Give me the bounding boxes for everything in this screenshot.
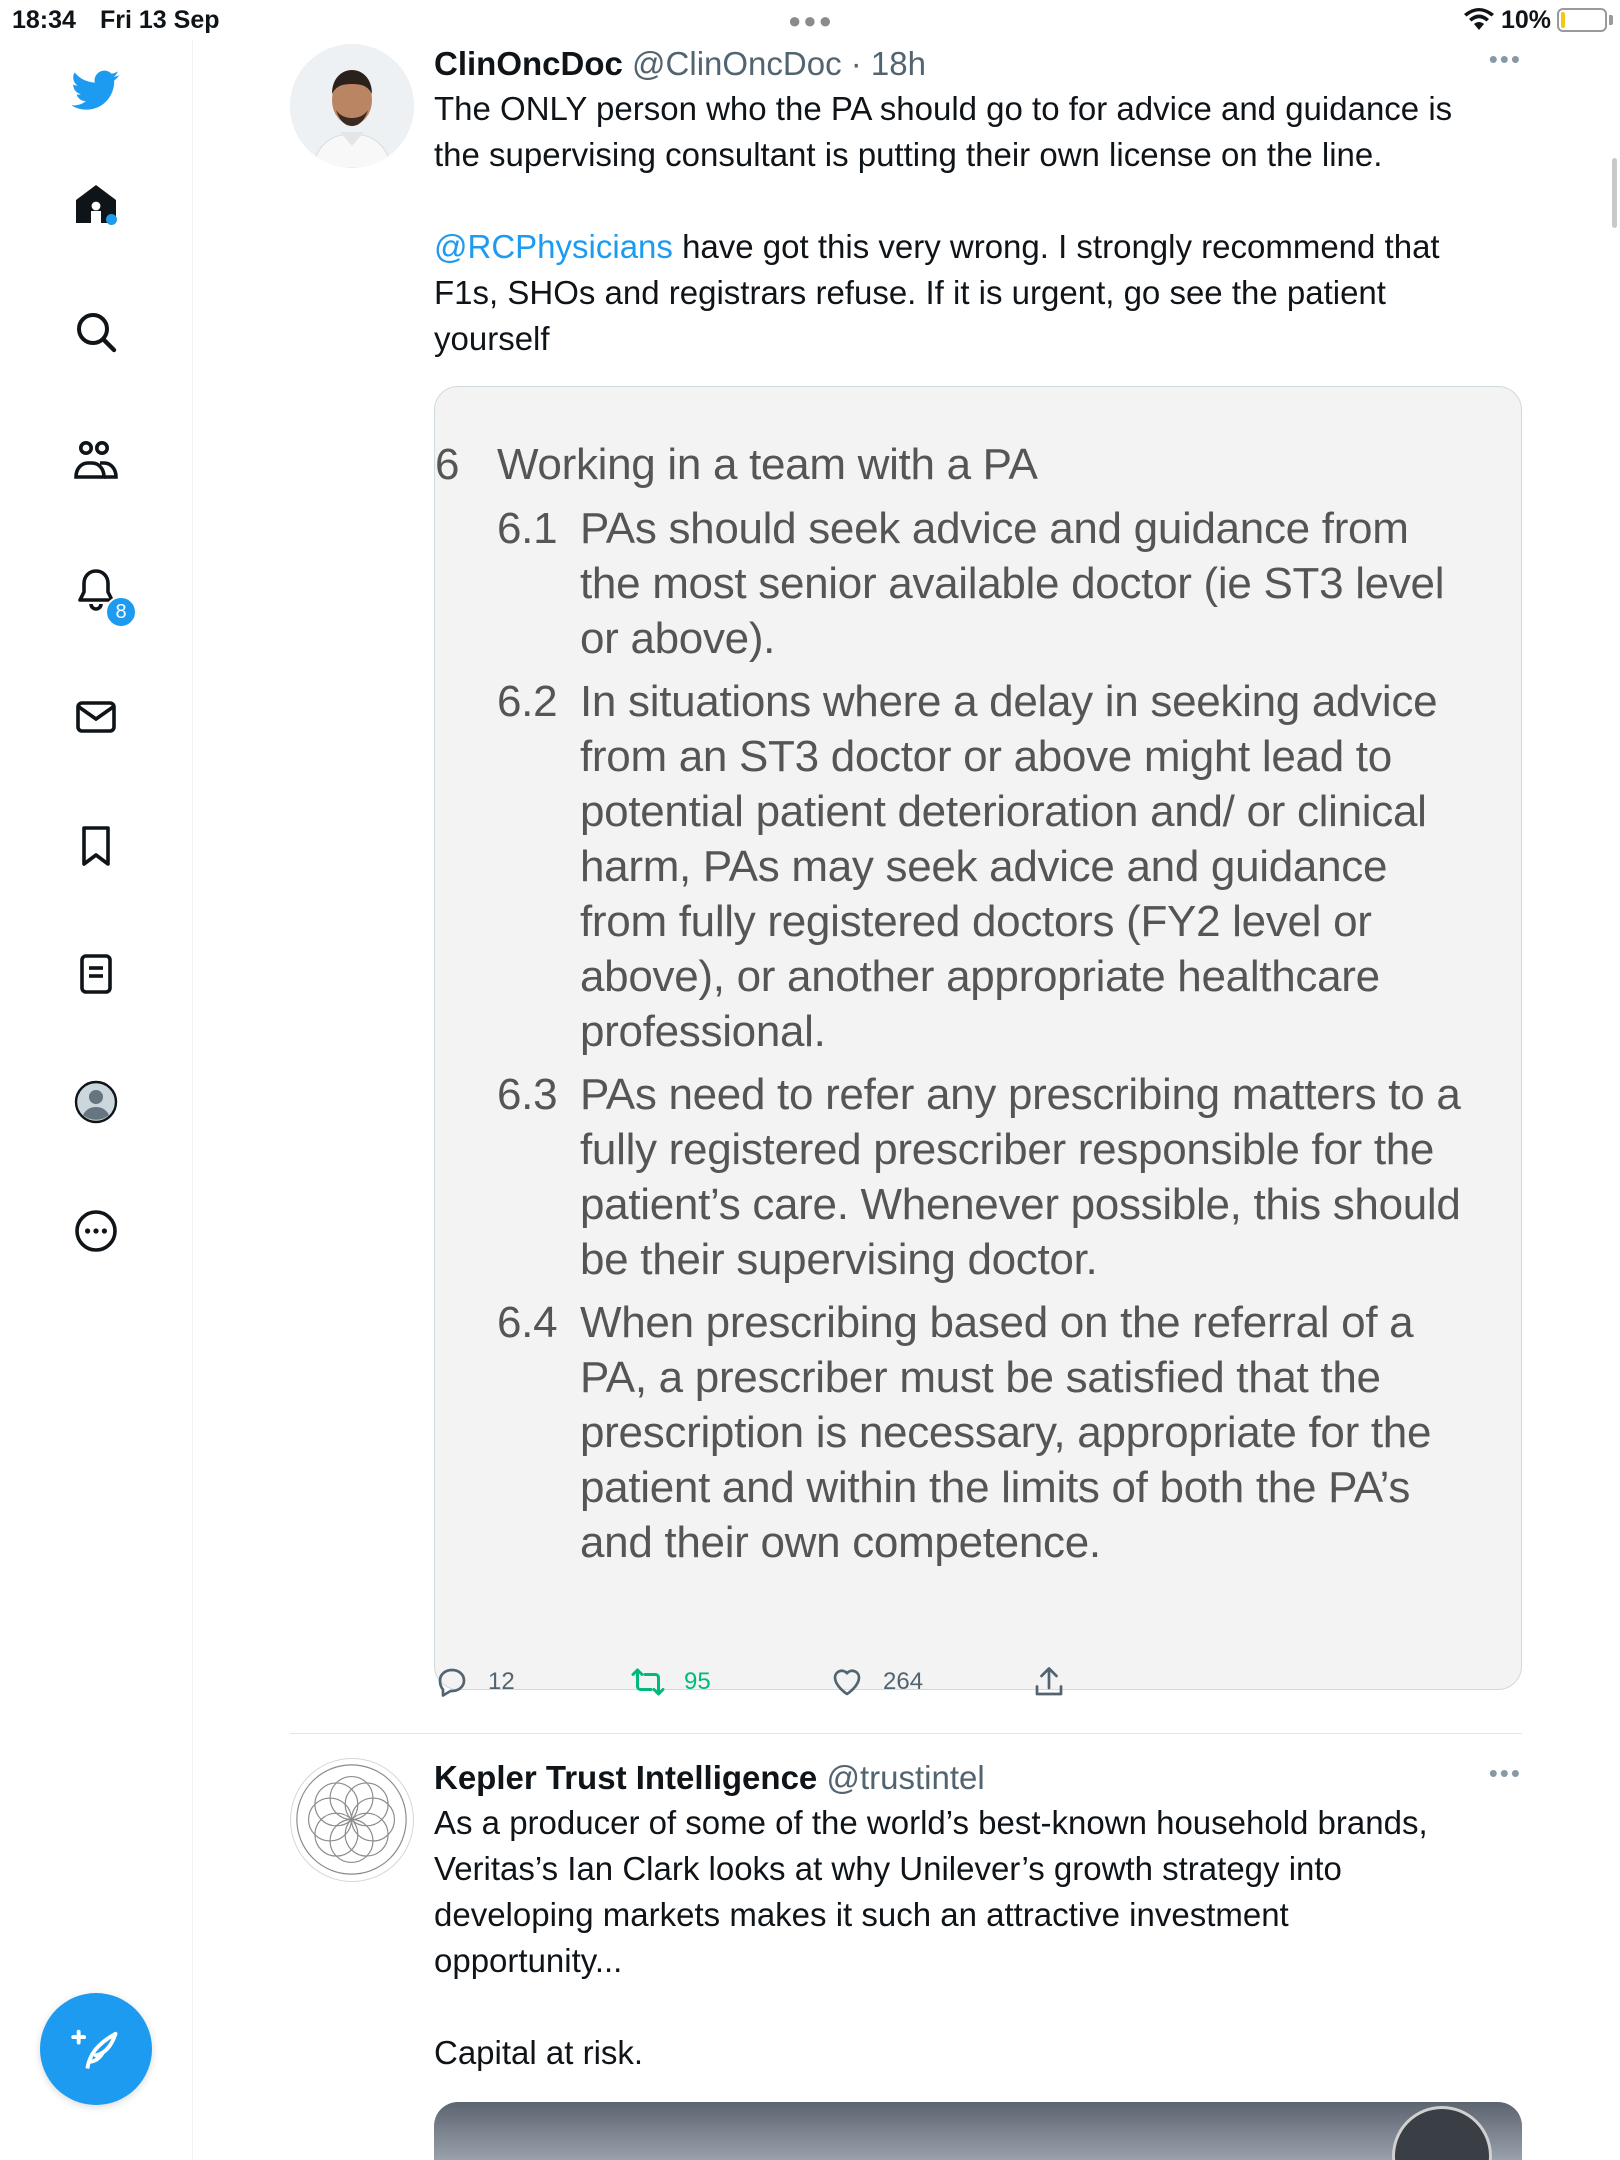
battery-percent: 10%: [1501, 6, 1552, 34]
scrollbar[interactable]: [1612, 158, 1617, 228]
twitter-logo-icon[interactable]: [68, 62, 124, 118]
avatar[interactable]: [290, 44, 414, 168]
notification-badge: 8: [105, 596, 137, 628]
tweet-divider: [290, 1733, 1522, 1734]
tweet-more-icon[interactable]: •••: [1488, 44, 1522, 74]
tweet-actions: [434, 1664, 1134, 1714]
item-number: 6.1: [497, 504, 558, 553]
tweet-text-paragraph-1: As a producer of some of the world’s best-known household brands, Veritas’s Ian Clark looks at why Unilever’s growth strategy into developing markets makes it such an attractive investment opportunity...: [434, 1804, 1428, 1979]
document-item: [435, 1295, 1521, 1570]
heading-number: 6: [435, 440, 460, 489]
status-date: Fri 13 Sep: [100, 6, 220, 34]
communities-icon[interactable]: [68, 433, 124, 489]
status-bar: [0, 0, 1620, 40]
tweet-text-paragraph-2: Capital at risk.: [434, 2034, 644, 2071]
item-number: 6.2: [497, 677, 558, 726]
reply-button[interactable]: [434, 1664, 515, 1700]
item-text: When prescribing based on the referral of a PA, a prescriber must be satisfied that the prescription is necessary, appropriate for the patient and within the limits of both the PA’s and their own competence.: [580, 1298, 1432, 1567]
battery-cap: [1609, 15, 1613, 25]
home-icon[interactable]: [68, 176, 124, 232]
heart-icon: [829, 1664, 865, 1700]
document-heading: [435, 437, 1521, 501]
tweet-more-icon[interactable]: •••: [1488, 1758, 1522, 1788]
author-handle[interactable]: @trustintel: [826, 1759, 985, 1796]
retweet-button[interactable]: [630, 1664, 711, 1700]
search-icon[interactable]: [68, 304, 124, 360]
heading-text: Working in a team with a PA: [497, 440, 1038, 489]
item-number: 6.4: [497, 1298, 558, 1347]
retweet-count: 95: [684, 1668, 711, 1695]
tweet-text-paragraph-2: have got this very wrong. I strongly recommend that F1s, SHOs and registrars refuse. If it is urgent, go see the patient yourself: [434, 228, 1440, 357]
bookmarks-icon[interactable]: [68, 818, 124, 874]
sidebar-nav: [0, 40, 193, 2160]
tweet-clinoncdoc[interactable]: [290, 44, 1522, 1724]
avatar[interactable]: [290, 1758, 414, 1882]
more-options-icon[interactable]: [68, 1203, 124, 1259]
document-item: [435, 674, 1521, 1059]
battery-icon: [1557, 8, 1607, 32]
mention-link[interactable]: @RCPhysicians: [434, 228, 673, 265]
tweet-header: [434, 1758, 1522, 1798]
reply-icon: [434, 1664, 470, 1700]
tweet-media-image[interactable]: [434, 386, 1522, 1690]
reply-count: 12: [488, 1668, 515, 1695]
item-text: In situations where a delay in seeking advice from an ST3 doctor or above might lead to potential patient deterioration and/ or clinical harm, PAs may seek advice and guidance from fully registered doctors (FY2 level or above), or another appropriate healthcare professional.: [580, 677, 1438, 1056]
wifi-icon: [1463, 6, 1495, 32]
tweet-body: [434, 44, 1522, 362]
header-separator: ·: [841, 45, 871, 82]
item-number: 6.3: [497, 1070, 558, 1119]
share-icon: [1031, 1664, 1067, 1700]
tweet-text: [434, 1800, 1522, 2076]
document-item: [435, 1067, 1521, 1287]
status-time: 18:34: [12, 6, 76, 34]
tweet-time[interactable]: 18h: [870, 45, 926, 82]
tweet-media-image[interactable]: [434, 2102, 1522, 2160]
multitasking-dots-icon[interactable]: ●●●: [788, 8, 834, 33]
retweet-icon: [630, 1664, 666, 1700]
author-handle[interactable]: @ClinOncDoc: [632, 45, 842, 82]
battery-level-fill: [1561, 12, 1565, 28]
compose-tweet-button[interactable]: [40, 1993, 152, 2105]
document-excerpt: [435, 387, 1521, 1570]
profile-avatar-icon[interactable]: [68, 1074, 124, 1130]
home-new-indicator: [106, 214, 117, 225]
share-button[interactable]: [1031, 1664, 1067, 1700]
messages-envelope-icon[interactable]: [68, 689, 124, 745]
tweet-body: [434, 1758, 1522, 2076]
tweet-header: [434, 44, 1522, 84]
author-name[interactable]: ClinOncDoc: [434, 45, 623, 82]
item-text: PAs should seek advice and guidance from the most senior available doctor (ie ST3 level or above).: [580, 504, 1445, 663]
item-text: PAs need to refer any prescribing matters to a fully registered prescriber responsible for the patient’s care. Whenever possible, this should be their supervising doctor.: [580, 1070, 1461, 1284]
like-button[interactable]: [829, 1664, 923, 1700]
tweet-trustintel[interactable]: [290, 1758, 1522, 2160]
brand-logo: [1392, 2106, 1492, 2160]
document-item: [435, 501, 1521, 666]
feather-plus-icon: [70, 2023, 122, 2075]
like-count: 264: [883, 1668, 924, 1695]
author-name[interactable]: Kepler Trust Intelligence: [434, 1759, 818, 1796]
tweet-text: [434, 86, 1522, 362]
lists-icon[interactable]: [68, 946, 124, 1002]
tweet-text-paragraph-1: The ONLY person who the PA should go to for advice and guidance is the supervising consultant is putting their own license on the line.: [434, 90, 1453, 173]
